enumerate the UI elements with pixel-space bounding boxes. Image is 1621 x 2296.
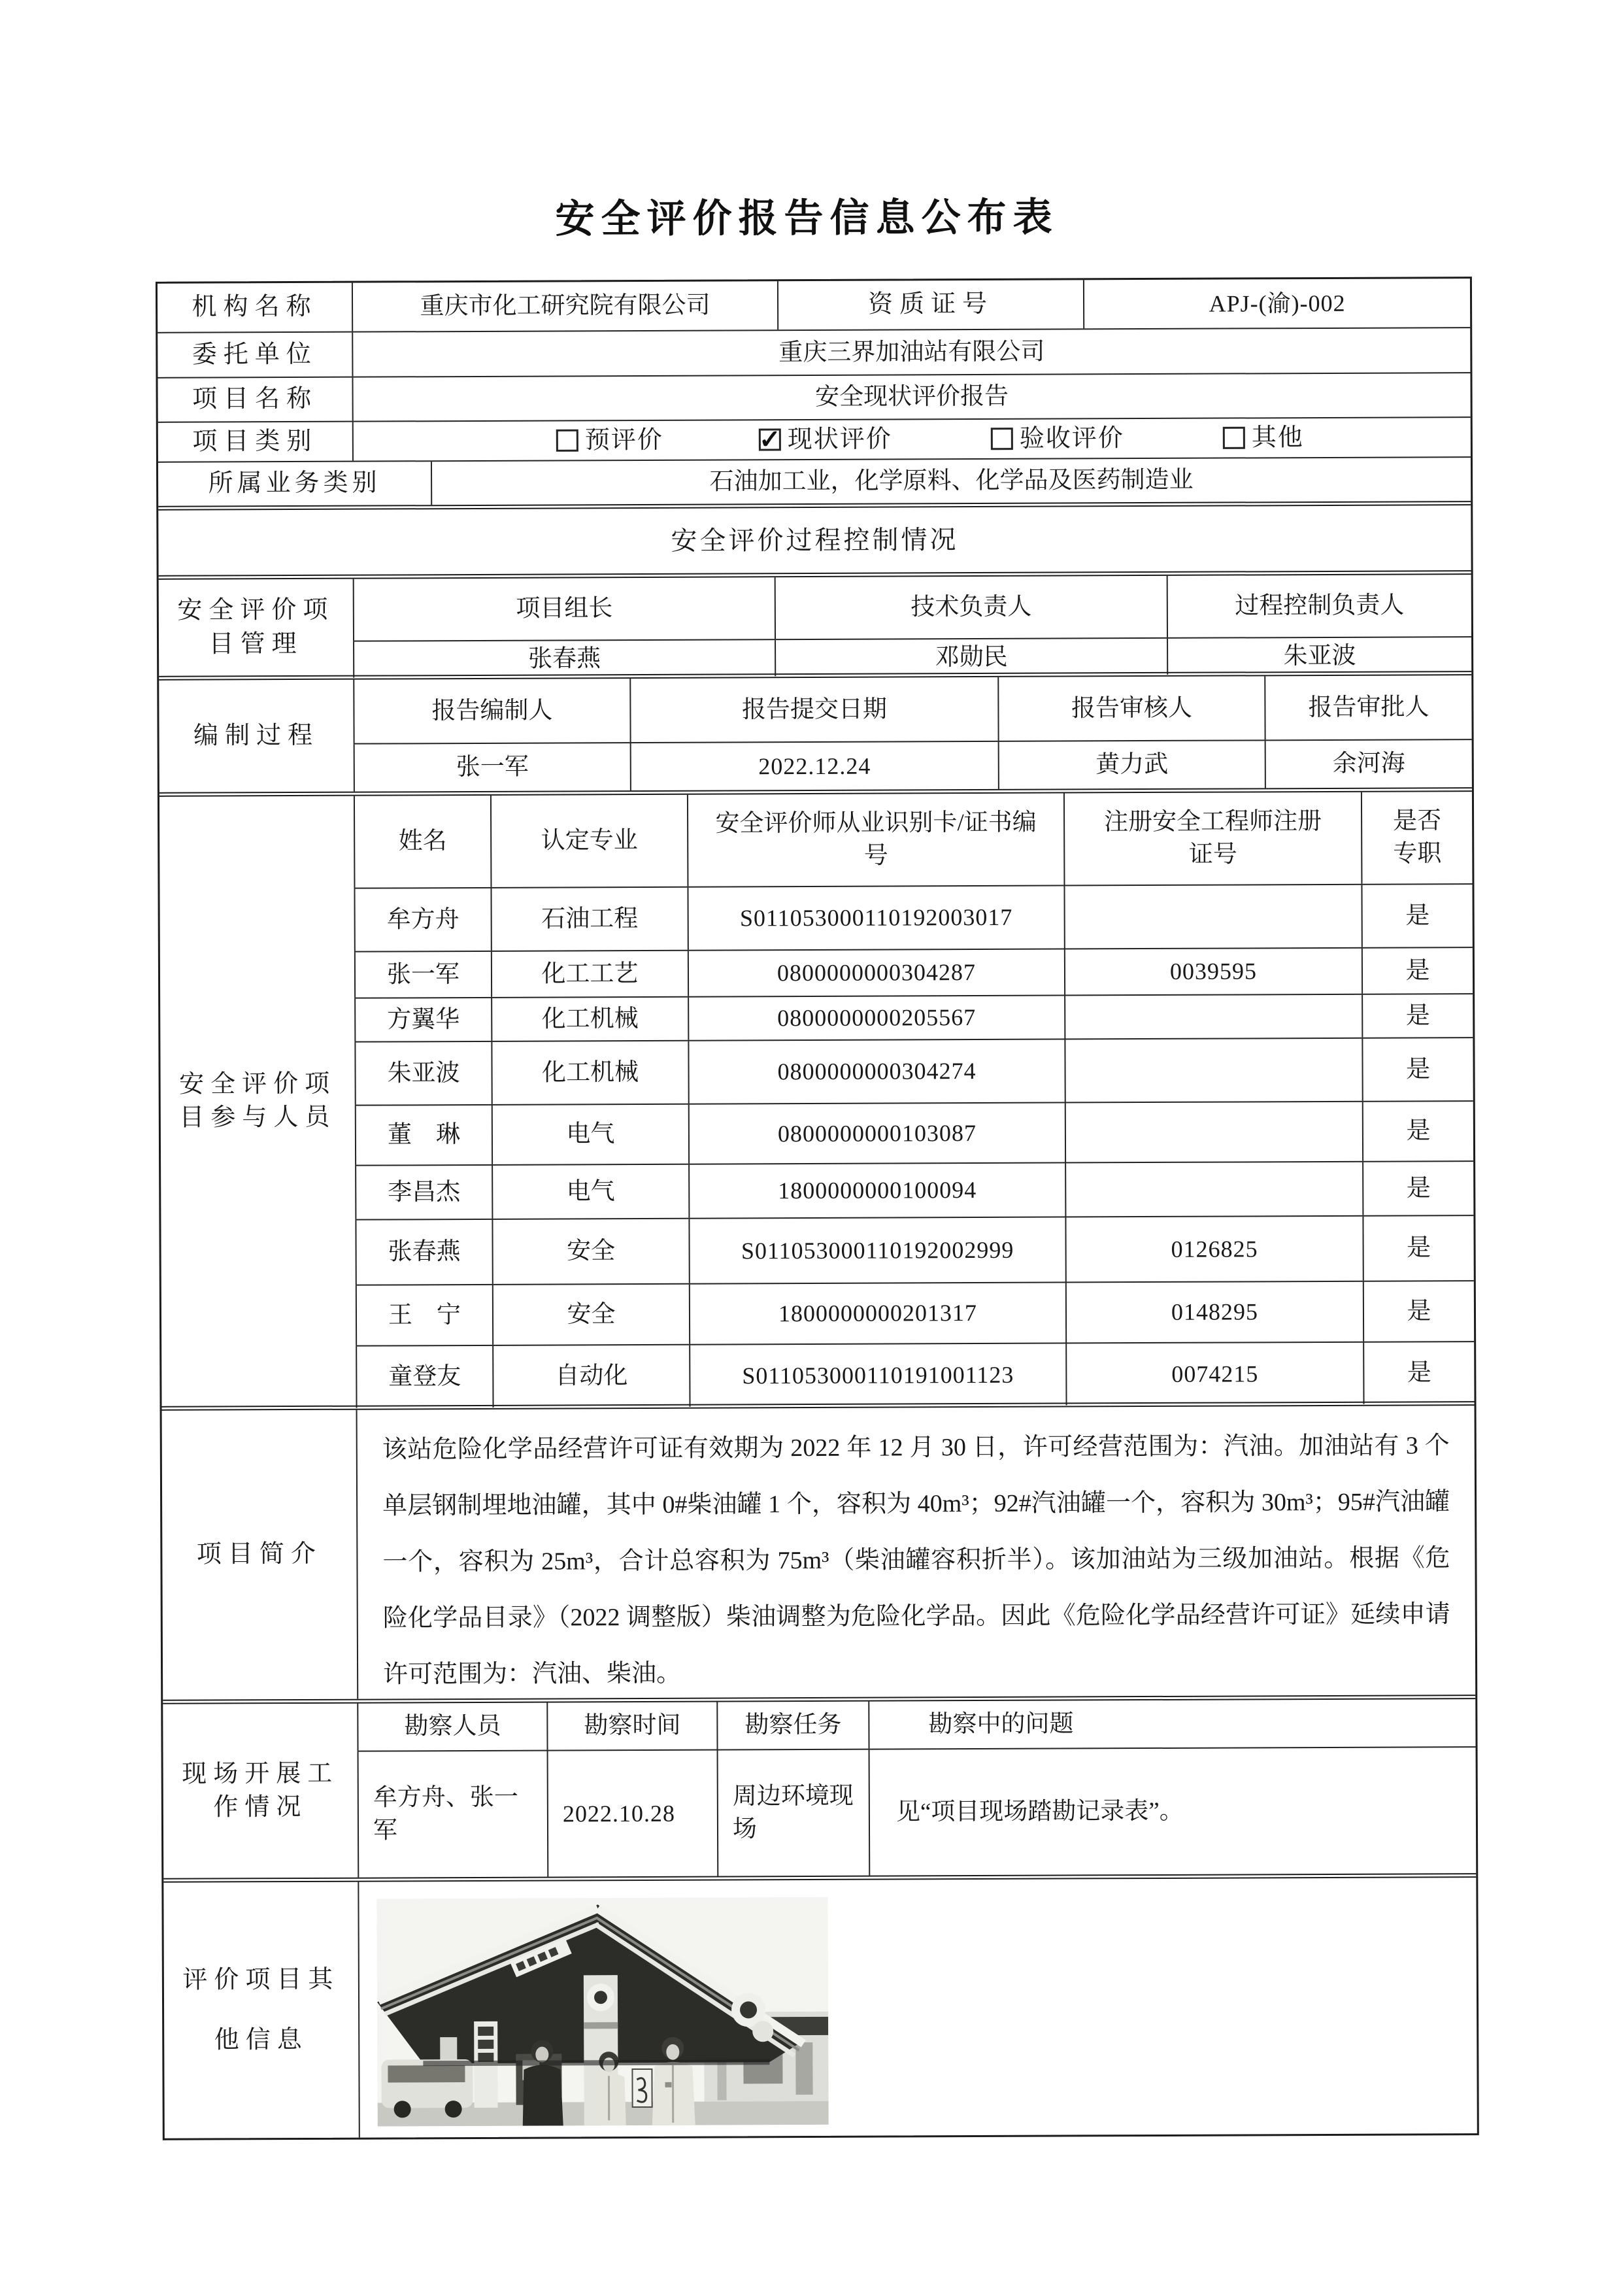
site-work-label: 现场开展工作情况 [163, 1704, 358, 1878]
report-author-name: 张一军 [354, 743, 630, 792]
client-label: 委托单位 [158, 333, 352, 377]
col-technical-director: 技术负责人 [775, 576, 1167, 639]
management-header-row [353, 575, 1471, 641]
report-approver-name: 余河海 [1265, 740, 1472, 788]
col-name: 姓名 [354, 796, 491, 888]
col-report-approver: 报告审批人 [1264, 675, 1471, 739]
site-work-header-row [357, 1699, 1475, 1751]
participants-label: 安全评价项目参与人员 [159, 796, 356, 1406]
row-client [158, 327, 1470, 377]
col-report-date: 报告提交日期 [629, 677, 997, 742]
participant-row [354, 993, 1473, 1041]
participant-reg: 0039595 [1064, 949, 1362, 995]
compilation-value-row [354, 739, 1472, 792]
row-project-name [158, 372, 1470, 422]
row-other-info [163, 1873, 1477, 2138]
technical-director-name: 邓勋民 [775, 639, 1167, 676]
org-name-value: 重庆市化工研究院有限公司 [352, 281, 777, 331]
survey-task-value: 周边环境现场 [717, 1750, 869, 1876]
gas-station-site-photo [376, 1897, 828, 2127]
participant-cert: 0800000000304287 [688, 950, 1064, 996]
participant-name: 董 琳 [355, 1106, 492, 1165]
survey-people-value: 牟方舟、张一军 [358, 1751, 548, 1878]
participant-fulltime: 是 [1362, 948, 1473, 994]
col-reg-no: 注册安全工程师注册证号 [1063, 792, 1362, 885]
business-category-label: 所属业务类别 [158, 462, 431, 506]
row-site-work [163, 1695, 1476, 1878]
report-reviewer-name: 黄力武 [998, 741, 1265, 789]
project-leader-name: 张春燕 [353, 640, 775, 677]
option-acceptance-evaluation: 验收评价 [991, 422, 1124, 456]
participant-name: 牟方舟 [354, 888, 490, 951]
survey-time-value: 2022.10.28 [547, 1751, 718, 1877]
participant-name: 李昌杰 [355, 1166, 492, 1219]
participant-row [356, 1280, 1474, 1345]
row-business-category [158, 456, 1471, 506]
project-name-value: 安全现状评价报告 [352, 373, 1470, 421]
col-process-control-director: 过程控制负责人 [1167, 575, 1471, 637]
participant-fulltime: 是 [1362, 1216, 1473, 1281]
col-report-reviewer: 报告审核人 [997, 676, 1264, 741]
form-table [156, 277, 1479, 2140]
row-participants [159, 787, 1475, 1406]
checkbox-unchecked-icon [991, 428, 1013, 450]
row-section-title [158, 501, 1471, 575]
survey-issues-value: 见“项目现场踏勘记录表”。 [869, 1747, 1477, 1876]
project-type-options [352, 418, 1471, 461]
participant-major: 安全 [492, 1285, 689, 1345]
compilation-grid [353, 675, 1472, 792]
participant-cert: S011053000110192003017 [687, 886, 1063, 950]
participant-row [355, 1160, 1473, 1219]
participant-cert: 0800000000304274 [688, 1040, 1064, 1104]
project-type-label: 项目类别 [158, 422, 352, 462]
row-project-summary [162, 1401, 1476, 1700]
site-work-value-row [358, 1746, 1477, 1878]
process-control-section-title: 安全评价过程控制情况 [158, 505, 1471, 575]
checkbox-unchecked-icon [556, 430, 578, 452]
participant-major: 电气 [492, 1165, 688, 1219]
participant-cert: 0800000000205567 [688, 996, 1064, 1040]
participants-header-row [354, 792, 1473, 888]
compilation-process-label: 编制过程 [159, 680, 354, 792]
option-other: 其他 [1223, 421, 1304, 455]
participant-fulltime: 是 [1361, 885, 1472, 947]
col-cert-no: 安全评价师从业识别卡/证书编号 [687, 794, 1064, 886]
participant-reg [1063, 885, 1361, 949]
participant-fulltime: 是 [1362, 994, 1473, 1038]
col-project-leader: 项目组长 [353, 577, 775, 640]
col-major: 认定专业 [490, 795, 688, 887]
compilation-header-row [353, 675, 1471, 743]
option-pre-evaluation: 预评价 [556, 424, 663, 458]
participant-row [355, 1215, 1473, 1285]
page-title: 安全评价报告信息公布表 [0, 184, 1618, 246]
participant-cert: 1800000000201317 [689, 1283, 1065, 1344]
participant-reg [1064, 995, 1362, 1039]
participant-name: 张春燕 [355, 1220, 492, 1285]
participant-name: 王 宁 [356, 1285, 492, 1345]
participant-fulltime: 是 [1362, 1102, 1473, 1161]
participant-cert: 1800000000100094 [688, 1164, 1065, 1218]
participant-name: 方翼华 [354, 998, 491, 1041]
participant-row [354, 1037, 1473, 1105]
participant-major: 化工机械 [491, 1041, 688, 1104]
participant-fulltime: 是 [1362, 1162, 1473, 1215]
participant-reg: 0126825 [1065, 1217, 1362, 1282]
participant-reg [1065, 1102, 1362, 1162]
col-survey-people: 勘察人员 [357, 1703, 546, 1751]
participant-cert: S011053000110192002999 [688, 1218, 1065, 1283]
row-compilation-process [159, 671, 1472, 792]
row-organization [158, 279, 1470, 332]
col-report-author: 报告编制人 [353, 679, 629, 743]
cert-no-value: APJ-(渝)-002 [1083, 279, 1470, 328]
business-category-value: 石油加工业，化学原料、化学品及医药制造业 [431, 458, 1471, 505]
participant-reg: 0148295 [1065, 1282, 1363, 1343]
option-status-evaluation: ✓ 现状评价 [759, 422, 892, 456]
participant-row [355, 1100, 1473, 1165]
participant-fulltime: 是 [1363, 1342, 1474, 1404]
participant-row [356, 1341, 1474, 1408]
checkbox-unchecked-icon [1223, 427, 1245, 449]
gas-station-photo-illustration [376, 1897, 828, 2127]
process-control-director-name: 朱亚波 [1167, 637, 1471, 675]
participant-row [354, 883, 1472, 951]
site-work-table [357, 1699, 1476, 1878]
participant-major: 电气 [492, 1105, 688, 1164]
checkbox-checked-icon: ✓ [759, 429, 781, 451]
project-management-label: 安全评价项目管理 [159, 579, 354, 676]
project-summary-label: 项目简介 [162, 1410, 358, 1700]
project-summary-text: 该站危险化学品经营许可证有效期为 2022 年 12 月 30 日，许可经营范围为：汽油。加油站有 3 个单层钢制埋地油罐，其中 0#柴油罐 1 个，容积为 40m³；92#汽油罐一个，容积为 30m³；95#汽油罐一个，容积为 25m³，合计总容积为 75m³（柴油罐容积折半）。该加油站为三级加油站。根据《危险化学品目录》（2022 调整版）柴油调整为危险化学品。因此《危险化学品经营许可证》延续申请许可范围为：汽油、柴油。 [356, 1406, 1476, 1699]
participant-major: 化工工艺 [491, 951, 688, 997]
participant-reg [1064, 1039, 1362, 1102]
participant-row [354, 947, 1473, 998]
participant-cert: 0800000000103087 [688, 1104, 1065, 1164]
col-survey-time: 勘察时间 [546, 1702, 716, 1750]
cert-no-label: 资质证号 [777, 280, 1083, 329]
participant-fulltime: 是 [1363, 1281, 1474, 1342]
col-survey-issues: 勘察中的问题 [868, 1699, 1475, 1749]
participant-cert: S011053000110191001123 [689, 1344, 1065, 1407]
project-name-label: 项目名称 [158, 378, 352, 422]
col-survey-task: 勘察任务 [716, 1702, 868, 1749]
participant-name: 童登友 [356, 1346, 492, 1408]
participant-major: 化工机械 [491, 998, 688, 1041]
participant-name: 张一军 [354, 952, 491, 998]
participant-major: 安全 [492, 1219, 688, 1284]
participant-fulltime: 是 [1362, 1038, 1473, 1101]
client-value: 重庆三界加油站有限公司 [352, 328, 1470, 377]
row-project-type [158, 416, 1471, 462]
participants-table [354, 792, 1475, 1406]
other-info-label: 评价项目其他信息 [163, 1882, 358, 2138]
participant-reg [1065, 1162, 1362, 1217]
report-date-value: 2022.12.24 [630, 742, 998, 790]
other-info-photo-cell [358, 1878, 1477, 2138]
project-management-grid [353, 575, 1472, 675]
participant-reg: 0074215 [1065, 1343, 1363, 1406]
participant-name: 朱亚波 [354, 1042, 491, 1105]
org-name-label: 机构名称 [158, 283, 352, 332]
participant-major: 自动化 [492, 1345, 689, 1408]
col-fulltime: 是否专职 [1361, 792, 1473, 884]
row-project-management [159, 570, 1472, 676]
participant-major: 石油工程 [490, 888, 687, 951]
